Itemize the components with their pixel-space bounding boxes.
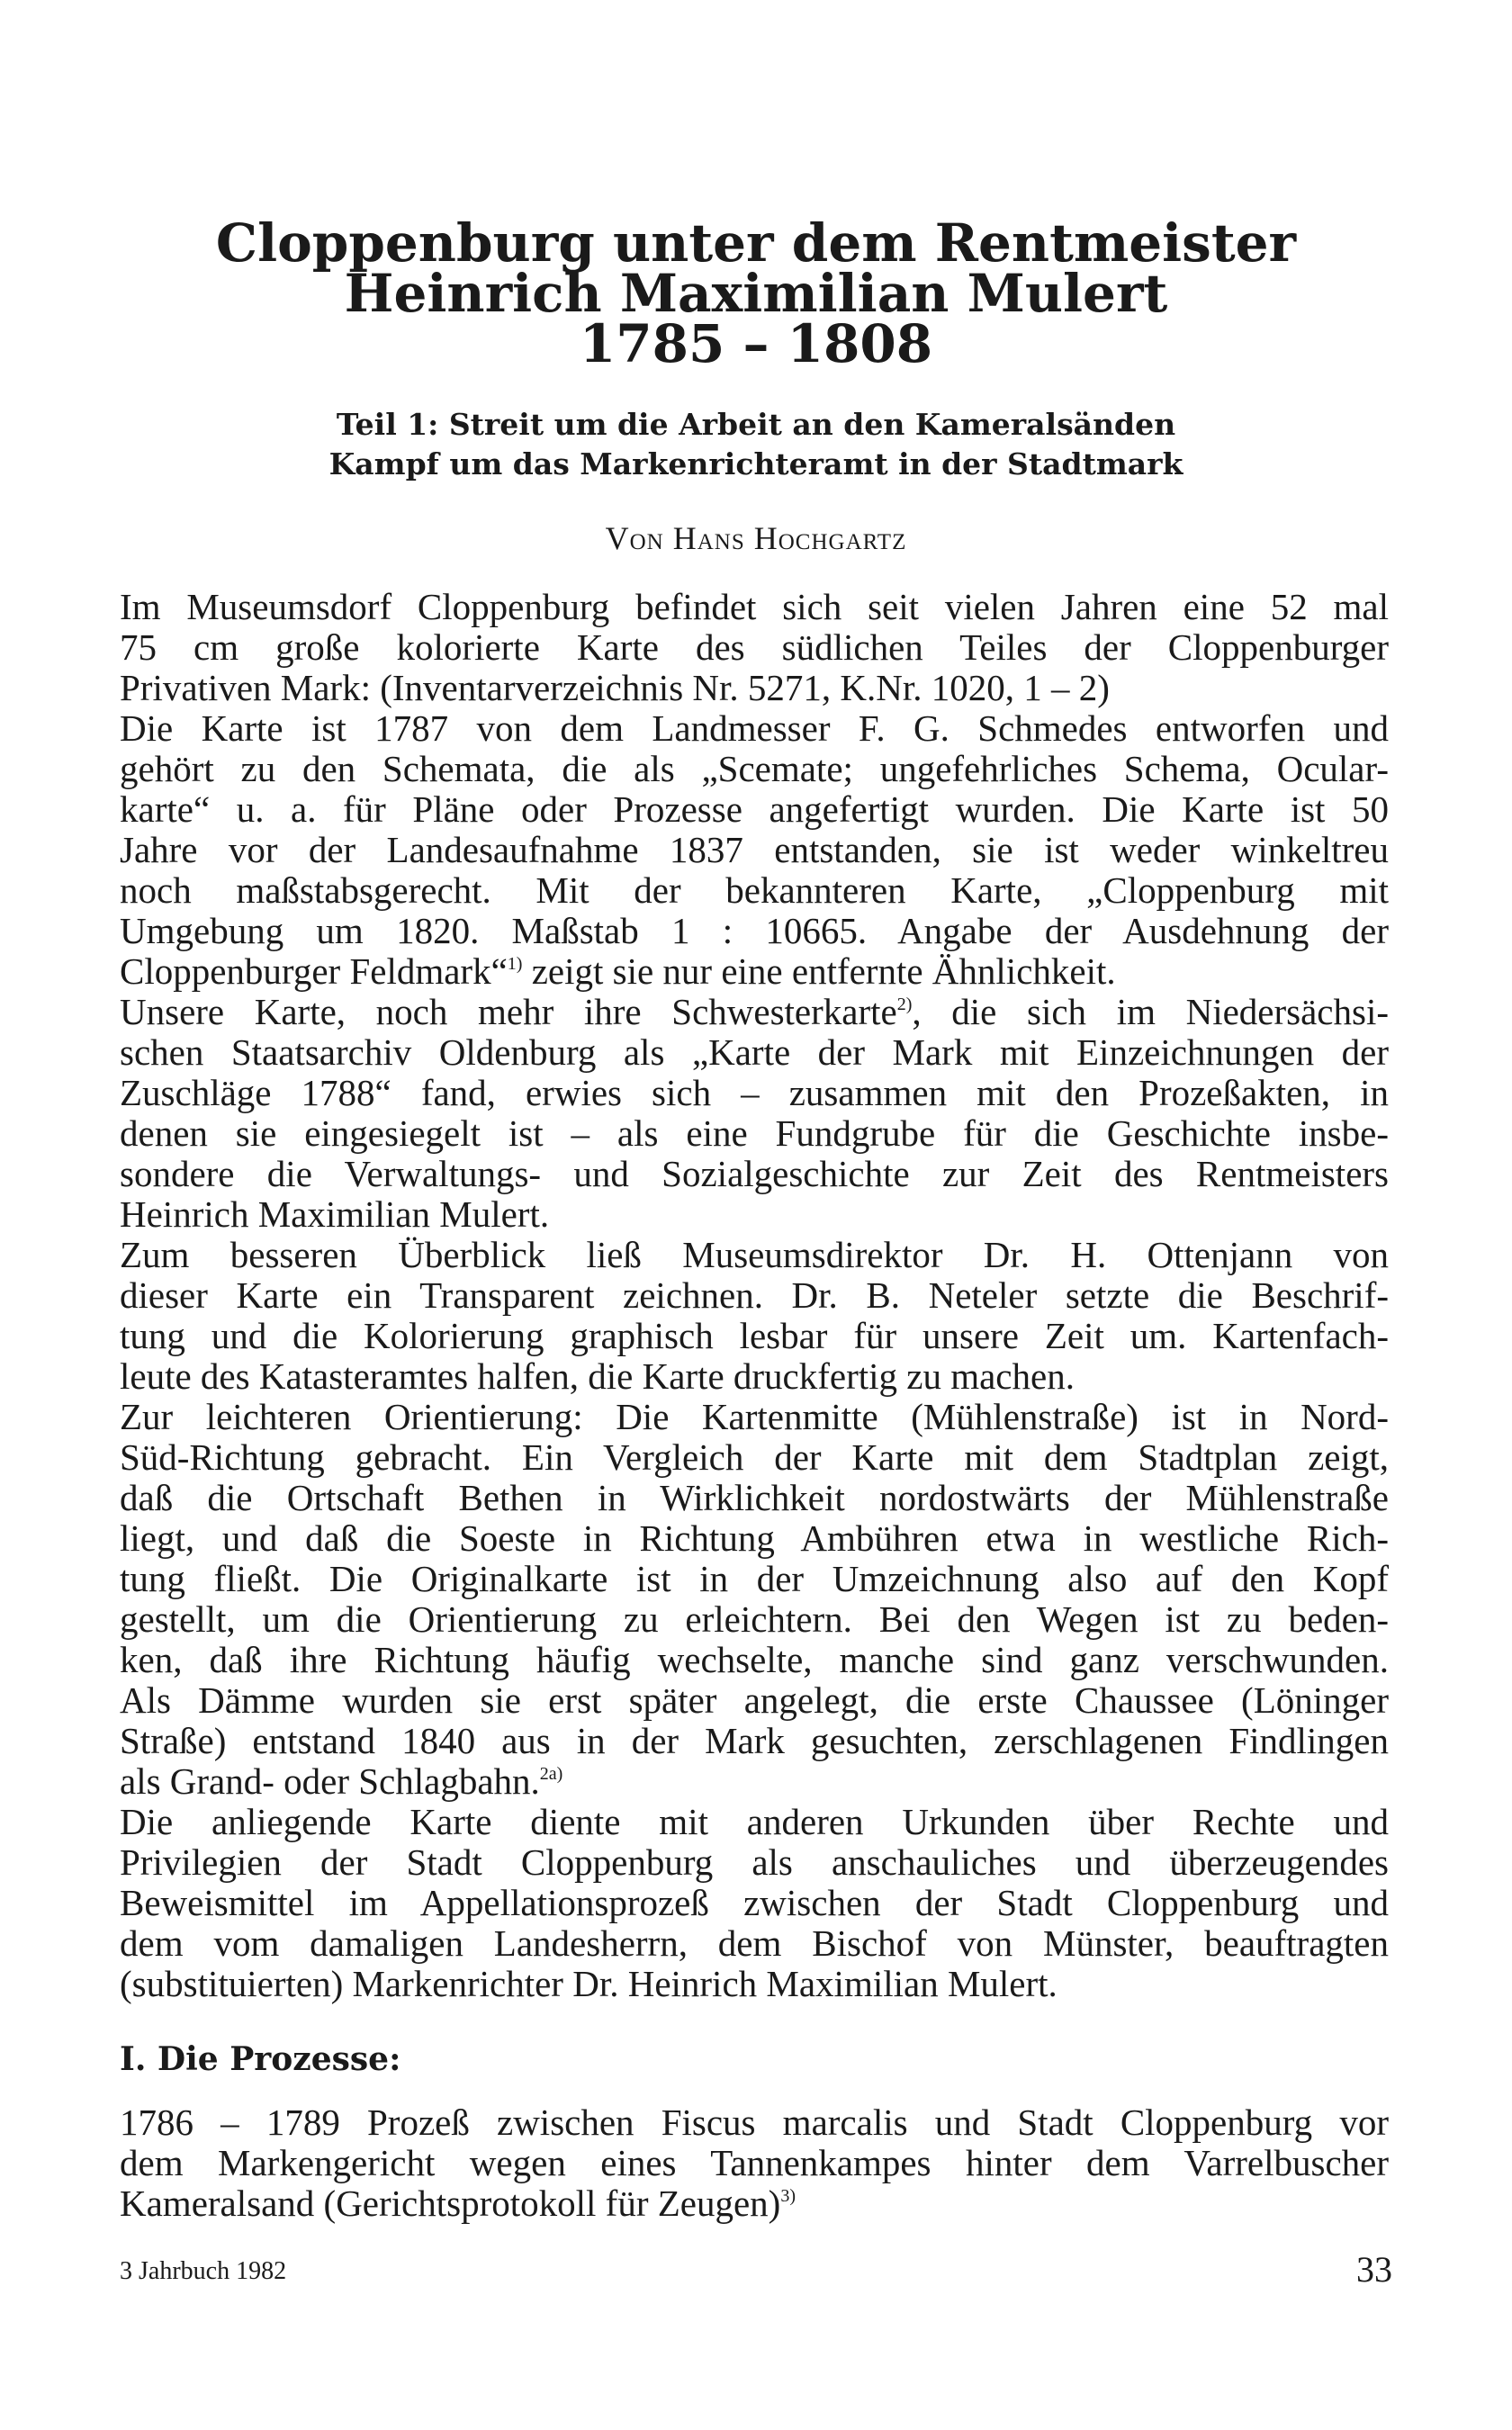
- text-line: [120, 749, 1389, 789]
- text-line-content: liegt, und daß die Soeste in Richtung Ambühren etwa in westliche Rich-: [120, 1517, 1389, 1559]
- text-line-content: Süd-Richtung gebracht. Ein Vergleich der Karte mit dem Stadtplan zeigt,: [120, 1436, 1389, 1478]
- text-line: [120, 992, 1389, 1032]
- text-line-content: dieser Karte ein Transparent zeichnen. Dr. B. Neteler setzte die Beschrif-: [120, 1274, 1389, 1316]
- text-line-content: daß die Ortschaft Bethen in Wirklichkeit nordostwärts der Mühlenstraße: [120, 1477, 1389, 1518]
- text-line: [120, 1073, 1389, 1113]
- text-line: [120, 951, 1389, 992]
- text-line: [120, 1235, 1389, 1275]
- footer-yearbook: 3 Jahrbuch 1982: [120, 2257, 287, 2285]
- article-subtitle: [117, 405, 1395, 484]
- text-line-content: dem vom damaligen Landesherrn, dem Bischof von Münster, beauftragten: [120, 1922, 1389, 1964]
- text-line-content: Zum besseren Überblick ließ Museumsdirektor Dr. H. Ottenjann von: [120, 1234, 1389, 1275]
- text-line: [120, 2183, 1389, 2224]
- text-line: [120, 1154, 1389, 1194]
- text-line-content: tung und die Kolorierung graphisch lesbar für unsere Zeit um. Kartenfach-: [120, 1315, 1389, 1356]
- title-line-3: 1785 – 1808: [579, 313, 933, 374]
- text-line-continuation: , die sich im Niedersächsi-: [912, 991, 1389, 1032]
- section-body: [120, 2102, 1389, 2224]
- text-line-content: Straße) entstand 1840 aus in der Mark gesuchten, zerschlagenen Findlingen: [120, 1720, 1389, 1761]
- text-line: [120, 1883, 1389, 1923]
- text-line-content: Zuschläge 1788“ fand, erwies sich – zusammen mit den Prozeßakten, in: [120, 1072, 1389, 1113]
- text-line-content: gestellt, um die Orientierung zu erleichtern. Bei den Wegen ist zu beden-: [120, 1598, 1389, 1640]
- text-line: [120, 1478, 1389, 1518]
- text-line-content: als Grand- oder Schlagbahn.: [120, 1760, 540, 1802]
- text-line-content: (substituierten) Markenrichter Dr. Heinrich Maximilian Mulert.: [120, 1963, 1058, 2004]
- text-line: [120, 1640, 1389, 1680]
- text-line-content: Die Karte ist 1787 von dem Landmesser F. G. Schmedes entworfen und: [120, 707, 1389, 749]
- text-line-content: leute des Katasteramtes halfen, die Karte druckfertig zu machen.: [120, 1355, 1075, 1397]
- footnote-marker: 3): [780, 2186, 796, 2206]
- text-line-content: ken, daß ihre Richtung häufig wechselte, manche sind ganz verschwunden.: [120, 1639, 1389, 1680]
- text-line: [120, 1437, 1389, 1478]
- text-line: [120, 830, 1389, 870]
- text-line-content: Kameralsand (Gerichtsprotokoll für Zeugen): [120, 2182, 781, 2224]
- text-line: [120, 1113, 1389, 1154]
- text-line-continuation: zeigt sie nur eine entfernte Ähnlichkeit.: [522, 950, 1116, 992]
- text-line: [120, 1356, 1389, 1397]
- text-line-content: 75 cm große kolorierte Karte des südlichen Teiles der Cloppenburger: [120, 626, 1389, 668]
- text-line: [120, 1599, 1389, 1640]
- text-line: [120, 2143, 1389, 2183]
- text-line-content: 1786 – 1789 Prozeß zwischen Fiscus marcalis und Stadt Cloppenburg vor: [120, 2102, 1389, 2143]
- text-line-content: Im Museumsdorf Cloppenburg befindet sich seit vielen Jahren eine 52 mal: [120, 586, 1389, 627]
- text-line: [120, 1194, 1389, 1235]
- text-line: [120, 1397, 1389, 1437]
- text-line-content: Die anliegende Karte diente mit anderen Urkunden über Rechte und: [120, 1801, 1389, 1842]
- text-line-content: gehört zu den Schemata, die als „Scemate; ungefehrliches Schema, Ocular-: [120, 748, 1389, 789]
- text-line-content: Jahre vor der Landesaufnahme 1837 entstanden, sie ist weder winkeltreu: [120, 829, 1389, 870]
- text-line-content: Privilegien der Stadt Cloppenburg als anschauliches und überzeugendes: [120, 1841, 1389, 1883]
- text-line-content: Zur leichteren Orientierung: Die Kartenmitte (Mühlenstraße) ist in Nord-: [120, 1396, 1389, 1437]
- text-line-content: tung fließt. Die Originalkarte ist in der Umzeichnung also auf den Kopf: [120, 1558, 1389, 1599]
- text-line-content: Privativen Mark: (Inventarverzeichnis Nr. 5271, K.Nr. 1020, 1 – 2): [120, 667, 1110, 708]
- page-number: 33: [1356, 2249, 1392, 2290]
- text-line-content: Cloppenburger Feldmark“: [120, 950, 508, 992]
- subtitle-line-1: Teil 1: Streit um die Arbeit an den Kameralsänden: [336, 407, 1176, 442]
- subtitle-line-2: Kampf um das Markenrichteramt in der Stadtmark: [328, 446, 1184, 482]
- section-heading: I. Die Prozesse:: [120, 2040, 401, 2078]
- text-line: [120, 668, 1389, 708]
- text-line: [120, 1275, 1389, 1316]
- text-line: [120, 1842, 1389, 1883]
- text-line-content: dem Markengericht wegen eines Tannenkampes hinter dem Varrelbuscher: [120, 2142, 1389, 2183]
- text-line: [120, 587, 1389, 627]
- text-line-content: noch maßstabsgerecht. Mit der bekannteren Karte, „Cloppenburg mit: [120, 869, 1389, 911]
- text-line: [120, 911, 1389, 951]
- text-line-content: Umgebung um 1820. Maßstab 1 : 10665. Angabe der Ausdehnung der: [120, 910, 1389, 951]
- text-line-content: denen sie eingesiegelt ist – als eine Fundgrube für die Geschichte insbe-: [120, 1112, 1389, 1154]
- text-line: [120, 789, 1389, 830]
- text-line: [120, 1518, 1389, 1559]
- text-line: [120, 870, 1389, 911]
- text-line: [120, 1802, 1389, 1842]
- text-line: [120, 1761, 1389, 1802]
- text-line: [120, 708, 1389, 749]
- text-line: [120, 1923, 1389, 1964]
- footnote-marker: 2): [896, 994, 913, 1014]
- article-author: Von Hans Hochgartz: [605, 520, 907, 556]
- text-line: [120, 2102, 1389, 2143]
- text-line-content: Als Dämme wurden sie erst später angelegt, die erste Chaussee (Löninger: [120, 1679, 1389, 1721]
- text-line-content: Heinrich Maximilian Mulert.: [120, 1193, 550, 1235]
- text-line: [120, 1316, 1389, 1356]
- title-line-1: Cloppenburg unter dem Rentmeister: [215, 212, 1297, 274]
- article-body: [120, 587, 1389, 2004]
- text-line: [120, 627, 1389, 668]
- footnote-marker: 2a): [539, 1764, 563, 1784]
- text-line: [120, 1032, 1389, 1073]
- text-line: [120, 1721, 1389, 1761]
- title-line-2: Heinrich Maximilian Mulert: [344, 263, 1168, 324]
- footnote-marker: 1): [507, 954, 523, 974]
- text-line-content: Unsere Karte, noch mehr ihre Schwesterkarte: [120, 991, 897, 1032]
- text-line: [120, 1559, 1389, 1599]
- text-line-content: karte“ u. a. für Pläne oder Prozesse angefertigt wurden. Die Karte ist 50: [120, 788, 1389, 830]
- text-line-content: Beweismittel im Appellationsprozeß zwischen der Stadt Cloppenburg und: [120, 1882, 1389, 1923]
- text-line-content: schen Staatsarchiv Oldenburg als „Karte der Mark mit Einzeichnungen der: [120, 1031, 1389, 1073]
- text-line-content: sondere die Verwaltungs- und Sozialgeschichte zur Zeit des Rentmeisters: [120, 1153, 1389, 1194]
- article-title: [117, 212, 1395, 374]
- text-line: [120, 1964, 1389, 2004]
- text-line: [120, 1680, 1389, 1721]
